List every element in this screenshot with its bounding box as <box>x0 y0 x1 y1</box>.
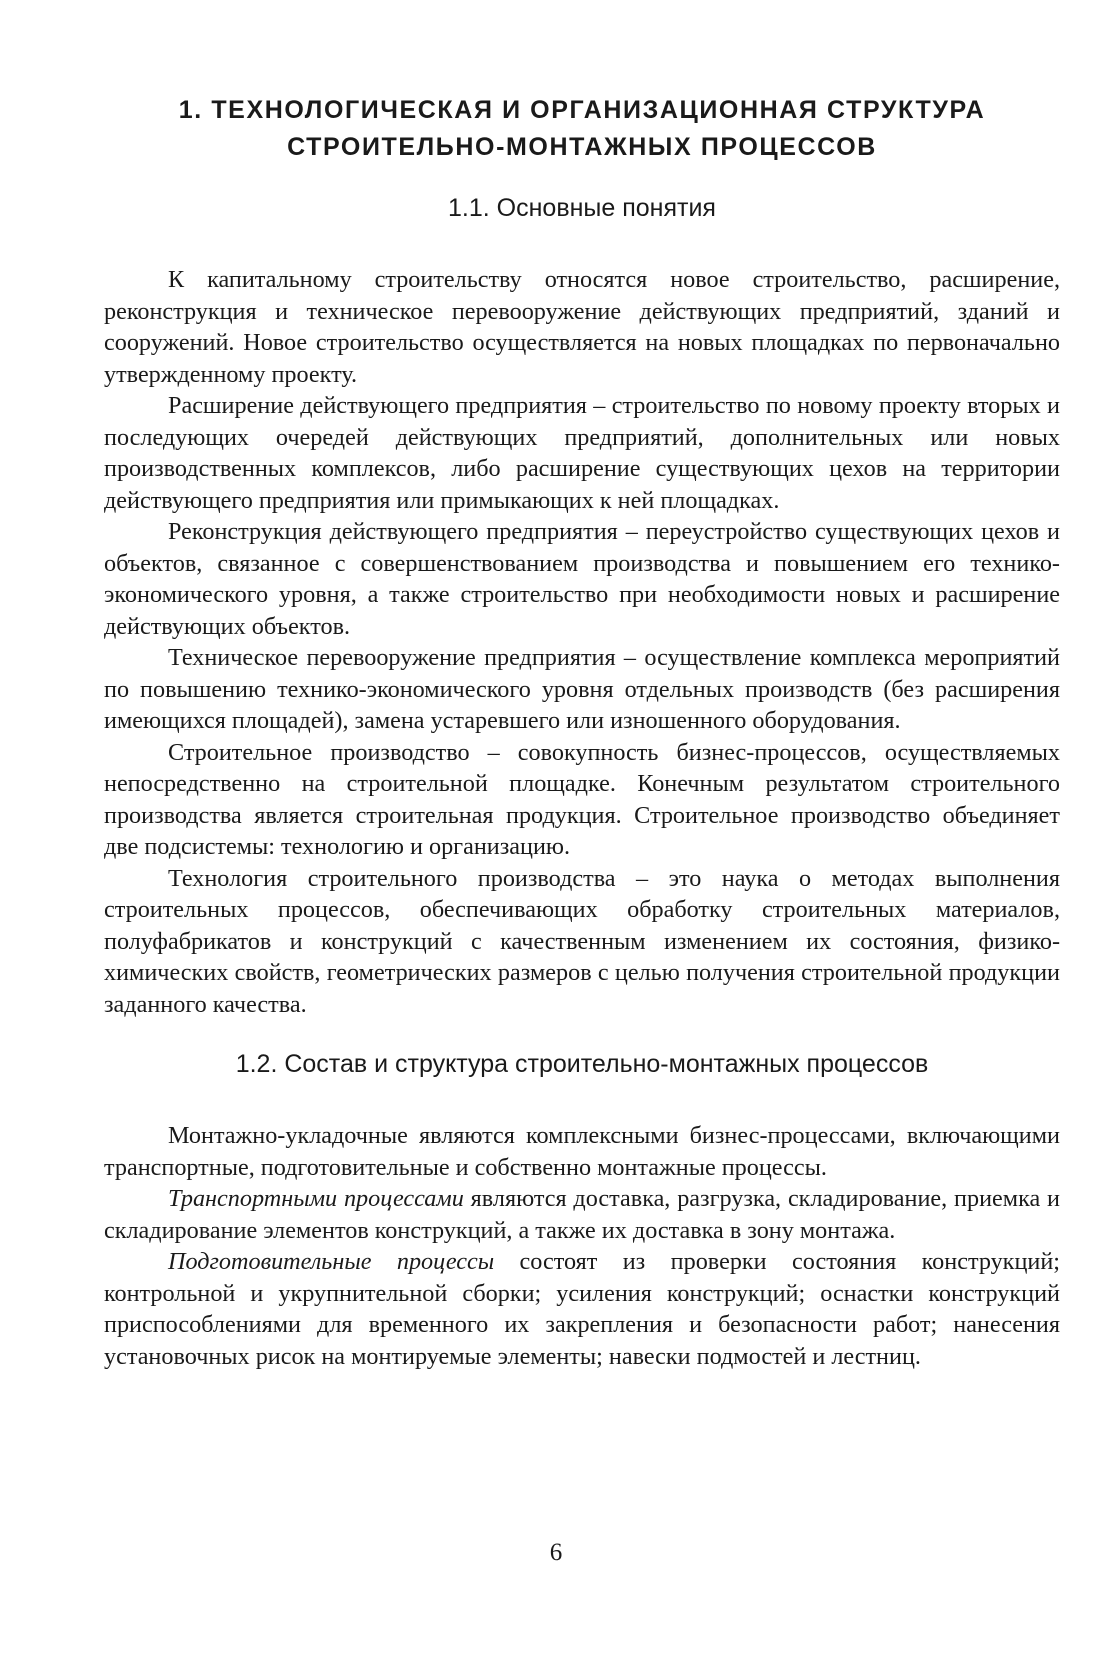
section-1-title: 1.1. Основные понятия <box>448 194 716 222</box>
page-number: 6 <box>549 1539 563 1566</box>
preparatory-processes-text: состоят из проверки состояния конструкций; контрольной и укрупнительной сборки; усиления конструкций; оснастки конструкций приспособлениями для временного их закрепления и безопасности работ; нанесения установочных рисок на монтируемые элементы; навески подмостей и лестниц. <box>104 1248 1060 1370</box>
paragraph-reconstruction: Реконструкция действующего предприятия – переустройство существующих цехов и объектов, связанное с совершенствованием производства и повышением его технико-экономического уровня, а также строительство при необходимости новых и расширение действующих объектов. <box>104 518 1060 640</box>
chapter-title-line-1: 1. ТЕХНОЛОГИЧЕСКАЯ И ОРГАНИЗАЦИОННАЯ СТРУКТУРА <box>178 96 986 124</box>
transport-processes-text: являются доставка, разгрузка, складирование, приемка и складирование элементов конструкций, а также их доставка в зону монтажа. <box>104 1185 1060 1244</box>
paragraph-construction-production: Строительное производство – совокупность бизнес-процессов, осуществляемых непосредственно на строительной площадке. Конечным результатом строительного производства является строительная продукция. Строительное производство объединяет две подсистемы: технологию и организацию. <box>104 738 1060 860</box>
paragraph-expansion: Расширение действующего предприятия – строительство по новому проекту вторых и последующих очередей действующих предприятий, дополнительных или новых производственных комплексов, либо расширение существующих цехов на территории действующего предприятия или примыкающих к ней площадках. <box>104 392 1060 514</box>
chapter-title-line-2: СТРОИТЕЛЬНО-МОНТАЖНЫХ ПРОЦЕССОВ <box>287 133 877 161</box>
paragraph-construction-technology: Технология строительного производства – это наука о методах выполнения строительных процессов, обеспечивающих обработку строительных материалов, полуфабрикатов и конструкций с качественным изменением их состояния, физико-химических свойств, геометрических размеров с целью получения строительной продукции заданного качества. <box>104 864 1060 1018</box>
paragraph-transport-processes <box>104 1183 1060 1246</box>
paragraph-assembly-processes: Монтажно-укладочные являются комплексными бизнес-процессами, включающими транспортные, подготовительные и собственно монтажные процессы. <box>104 1122 1060 1181</box>
section-2-title: 1.2. Состав и структура строительно-монтажных процессов <box>235 1050 929 1078</box>
paragraph-capital-construction: К капитальному строительству относятся новое строительство, расширение, реконструкция и техническое перевооружение действующих предприятий, зданий и сооружений. Новое строительство осуществляется на новых площадках по первоначально утвержденному проекту. <box>104 266 1060 388</box>
document-page <box>104 80 1060 1372</box>
paragraph-preparatory-processes <box>104 1246 1060 1372</box>
term-transport-processes: Транспортными процессами <box>168 1185 464 1212</box>
paragraph-re-equipment: Техническое перевооружение предприятия – осуществление комплекса мероприятий по повышению технико-экономического уровня отдельных производств (без расширения имеющихся площадей), замена устаревшего или изношенного оборудования. <box>104 644 1060 734</box>
term-preparatory-processes: Подготовительные процессы <box>168 1248 495 1275</box>
chapter-title <box>104 92 1060 166</box>
